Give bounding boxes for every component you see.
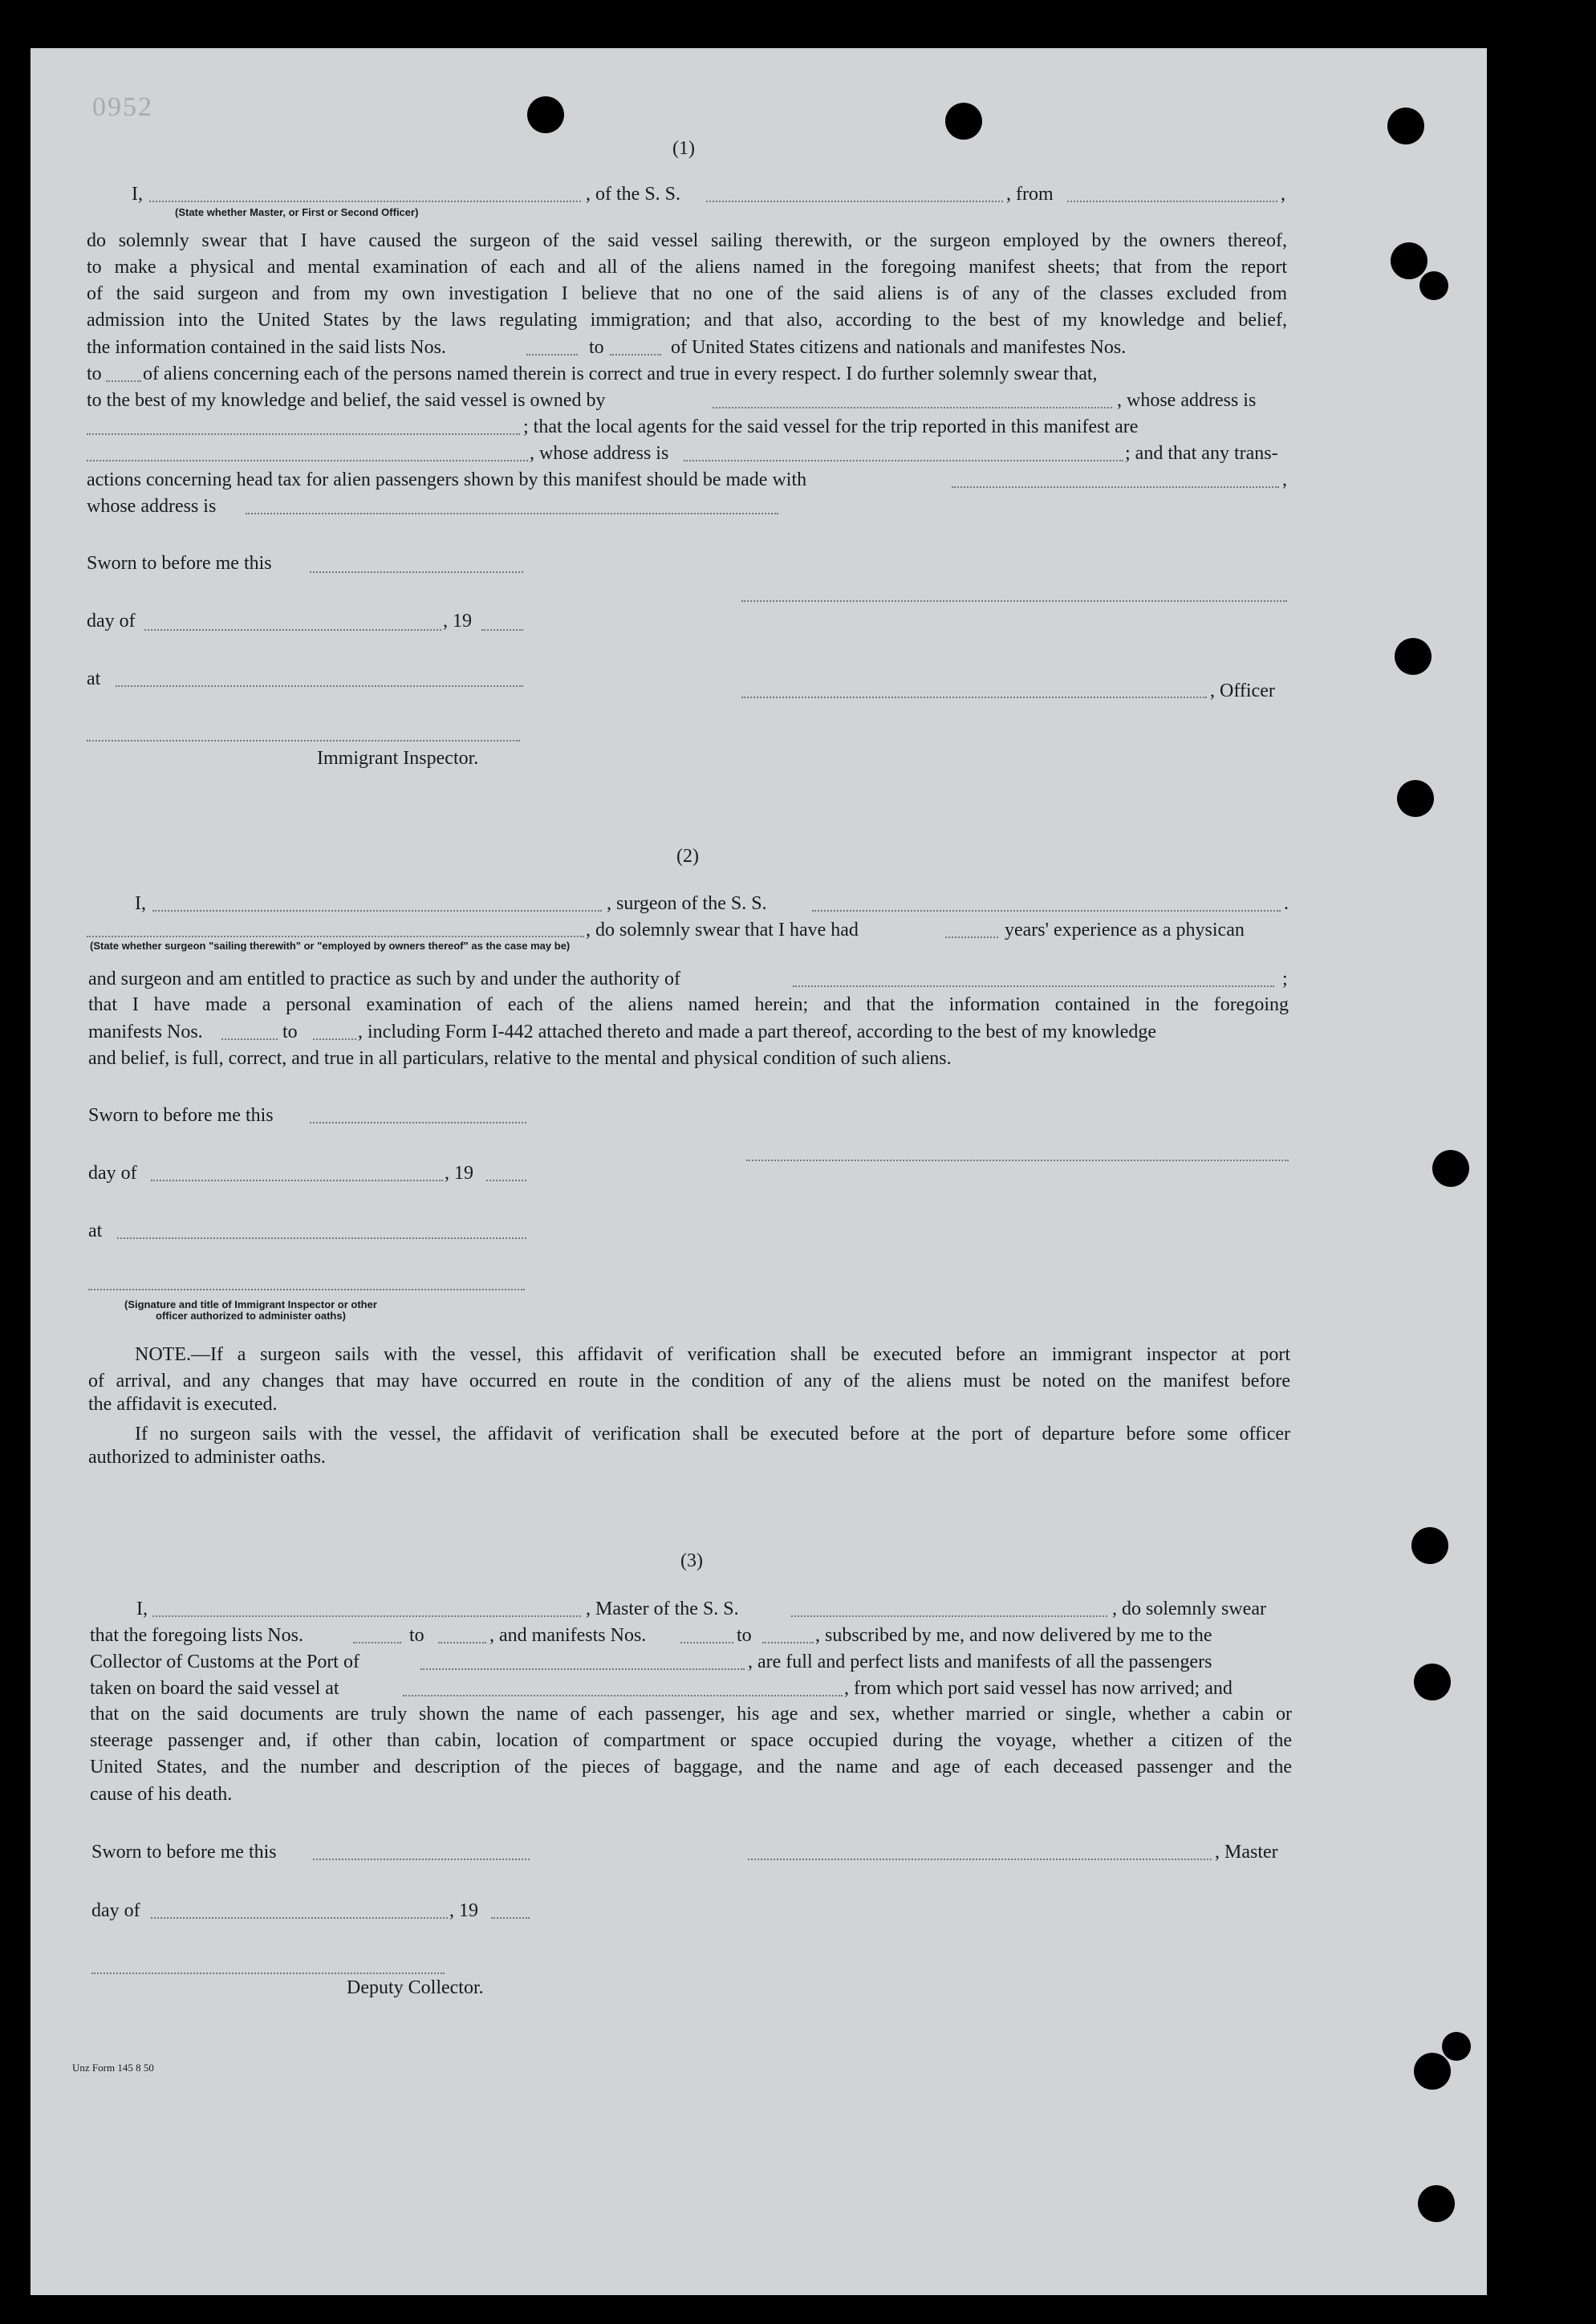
s2-line: and belief, is full, correct, and true in all particulars, relative to the mental and physical condition of such aliens. <box>88 1048 952 1069</box>
s3-line: to <box>737 1625 752 1646</box>
note-line: authorized to administer oaths. <box>88 1447 326 1468</box>
s3-year-field[interactable] <box>491 1917 530 1919</box>
from-port-field[interactable] <box>1067 201 1277 202</box>
s1-inspector-label: Immigrant Inspector. <box>317 748 479 769</box>
agents-field[interactable] <box>87 460 528 461</box>
punch-hole <box>1391 242 1427 279</box>
s3-line: to <box>409 1625 424 1646</box>
boarding-port-field[interactable] <box>403 1695 843 1696</box>
s1-year: , 19 <box>443 611 472 632</box>
punch-hole <box>1411 1527 1448 1564</box>
s2-line: to <box>282 1022 298 1042</box>
s3-vessel-field[interactable] <box>791 1615 1107 1617</box>
punch-hole <box>1414 2053 1451 2090</box>
s2-line: that I have made a personal examination of each of the aliens named herein; and that the information contained in the foregoing <box>88 994 1289 1015</box>
punch-hole <box>1418 2185 1455 2222</box>
s1-line: , <box>1282 469 1287 490</box>
agents-address-field[interactable] <box>684 460 1123 461</box>
s3-line: , are full and perfect lists and manifests of all the passengers <box>748 1652 1212 1672</box>
s2-lead: I, <box>135 893 146 914</box>
s1-line: of United States citizens and nationals and manifestes Nos. <box>671 337 1127 358</box>
owner-address-field[interactable] <box>87 433 520 435</box>
s3-sworn: Sworn to before me this <box>91 1842 277 1863</box>
punch-hole <box>1387 108 1424 144</box>
s3-deputy-label: Deputy Collector. <box>347 1977 484 1998</box>
s3-day-of: day of <box>91 1900 140 1921</box>
s1-line: admission into the United States by the laws regulating immigration; and that also, according to the best of my knowledge and belief, <box>87 310 1287 331</box>
s1-at: at <box>87 668 101 689</box>
port-of-field[interactable] <box>420 1668 745 1670</box>
s1-officer-line[interactable] <box>741 697 1207 698</box>
s3-master-label: , Master <box>1215 1842 1278 1863</box>
surgeon-status-note: (State whether surgeon "sailing therewith" or "employed by owners thereof" as the case may be) <box>90 940 571 952</box>
s3-line: that the foregoing lists Nos. <box>90 1625 303 1646</box>
s3-lists-to-field[interactable] <box>438 1642 486 1643</box>
surgeon-status-field[interactable] <box>87 936 584 937</box>
s3-day-field[interactable] <box>151 1917 448 1919</box>
manifests-to-field[interactable] <box>106 380 141 382</box>
s3-line: United States, and the number and description of the pieces of baggage, and the name and age of each deceased passenger and the <box>90 1757 1292 1778</box>
s3-lead: I, <box>136 1599 148 1619</box>
s1-end-comma: , <box>1281 184 1285 205</box>
s2-at: at <box>88 1221 103 1241</box>
officer-field[interactable] <box>149 201 581 202</box>
note-line: NOTE.—If a surgeon sails with the vessel, this affidavit of verification shall be executed before an immigrant inspector at port <box>135 1344 1290 1365</box>
s1-day-of: day of <box>87 611 136 632</box>
form-number: Unz Form 145 8 50 <box>72 2062 154 2074</box>
s1-line: of the said surgeon and from my own investigation I believe that no one of the said aliens is of any of the classes excluded from <box>87 283 1287 304</box>
s1-line: , whose address is <box>530 443 669 464</box>
s3-line: cause of his death. <box>90 1784 233 1805</box>
s1-inspector-line[interactable] <box>87 740 520 741</box>
s1-signature-line[interactable] <box>741 600 1287 602</box>
lists-from-field[interactable] <box>526 354 578 356</box>
punch-hole <box>1419 271 1448 300</box>
s2-line: , do solemnly swear that I have had <box>586 920 859 941</box>
s2-signature-note <box>124 1299 377 1321</box>
s1-at-field[interactable] <box>116 685 523 687</box>
s2-signature-line[interactable] <box>746 1160 1289 1161</box>
s1-of-ss: , of the S. S. <box>586 184 681 205</box>
s2-day-field[interactable] <box>151 1180 443 1181</box>
faint-stamp: 0952 <box>92 92 153 122</box>
s2-surgeon-of: , surgeon of the S. S. <box>607 893 767 914</box>
s3-master-signature-line[interactable] <box>748 1859 1212 1860</box>
s3-line: steerage passenger and, if other than cabin, location of compartment or space occupied during the voyage, whether a citizen of the <box>90 1730 1292 1751</box>
s1-line: , whose address is <box>1117 390 1257 411</box>
head-tax-address-field[interactable] <box>246 513 778 514</box>
punch-hole <box>527 96 564 133</box>
s3-line: that on the said documents are truly shown the name of each passenger, his age and sex, whether married or single, whether a cabin or <box>90 1704 1292 1725</box>
s1-year-field[interactable] <box>481 629 523 631</box>
s2-signature-note-2: officer authorized to administer oaths) <box>156 1309 346 1322</box>
s3-line: , subscribed by me, and now delivered by me to the <box>815 1625 1212 1646</box>
years-experience-field[interactable] <box>945 937 998 938</box>
s3-line: taken on board the said vessel at <box>90 1678 339 1699</box>
officer-field-note: (State whether Master, or First or Second Officer) <box>175 206 419 218</box>
owner-field[interactable] <box>713 407 1112 408</box>
s1-line: ; that the local agents for the said vessel for the trip reported in this manifest are <box>523 416 1139 437</box>
punch-hole <box>1397 780 1434 817</box>
s2-line: ; <box>1282 969 1288 989</box>
s1-sworn: Sworn to before me this <box>87 553 272 574</box>
s2-line: manifests Nos. <box>88 1022 203 1042</box>
s2-inspector-line[interactable] <box>88 1289 525 1290</box>
s2-year: , 19 <box>445 1163 473 1184</box>
s2-signature-note-1: (Signature and title of Immigrant Inspector or other <box>124 1298 377 1310</box>
s1-line: whose address is <box>87 496 217 517</box>
s1-sworn-field[interactable] <box>310 571 523 573</box>
s2-sworn-field[interactable] <box>310 1122 526 1123</box>
note-line: the affidavit is executed. <box>88 1394 278 1415</box>
vessel-name-field[interactable] <box>706 201 1003 202</box>
s1-from: , from <box>1006 184 1054 205</box>
s3-line: , and manifests Nos. <box>489 1625 647 1646</box>
s2-sworn: Sworn to before me this <box>88 1105 274 1126</box>
s1-line: to <box>87 364 102 384</box>
s3-line: , from which port said vessel has now arrived; and <box>844 1678 1233 1699</box>
s2-end-stop: . <box>1284 893 1289 914</box>
punch-hole <box>1414 1664 1451 1700</box>
s3-master-of: , Master of the S. S. <box>586 1599 739 1619</box>
s3-manifests-to-field[interactable] <box>762 1642 814 1643</box>
section-3-number: (3) <box>680 1550 703 1571</box>
s1-line: to make a physical and mental examination of each and all of the aliens named in the foregoing manifest sheets; that from the report <box>87 257 1287 278</box>
s1-lead: I, <box>132 184 143 205</box>
lists-to-field[interactable] <box>610 354 661 356</box>
s1-line: the information contained in the said lists Nos. <box>87 337 446 358</box>
s1-line: do solemnly swear that I have caused the surgeon of the said vessel sailing therewith, or the surgeon employed by the owners thereof, <box>87 230 1287 251</box>
s2-at-field[interactable] <box>117 1237 526 1239</box>
s2-year-field[interactable] <box>486 1180 526 1181</box>
s3-line: Collector of Customs at the Port of <box>90 1652 359 1672</box>
s1-line: to the best of my knowledge and belief, the said vessel is owned by <box>87 390 606 411</box>
s1-day-field[interactable] <box>144 629 441 631</box>
note-line: If no surgeon sails with the vessel, the affidavit of verification shall be executed before at the port of departure before some officer <box>135 1424 1290 1444</box>
s3-deputy-line[interactable] <box>91 1973 445 1974</box>
s2-vessel-field[interactable] <box>812 910 1281 912</box>
s3-sworn-field[interactable] <box>313 1859 530 1860</box>
section-1-number: (1) <box>672 138 695 159</box>
s2-manifests-to-field[interactable] <box>313 1038 356 1040</box>
punch-hole <box>1442 2032 1471 2061</box>
s1-line: to <box>589 337 604 358</box>
s2-day-of: day of <box>88 1163 137 1184</box>
authority-field[interactable] <box>793 985 1274 987</box>
s1-line: actions concerning head tax for alien passengers shown by this manifest should be made with <box>87 469 807 490</box>
s1-line: ; and that any trans- <box>1125 443 1278 464</box>
punch-hole <box>945 103 982 140</box>
surgeon-name-field[interactable] <box>152 910 602 912</box>
punch-hole <box>1395 638 1432 675</box>
s1-line: of aliens concerning each of the persons named therein is correct and true in every respect. I do further solemnly swear that, <box>143 364 1098 384</box>
note-line: of arrival, and any changes that may have occurred en route in the condition of any of the aliens must be noted on the manifest before <box>88 1371 1290 1392</box>
s2-line: , including Form I-442 attached thereto and made a part thereof, according to the best of my knowledge <box>358 1022 1157 1042</box>
s3-lists-from-field[interactable] <box>353 1642 401 1643</box>
s2-manifests-from-field[interactable] <box>221 1038 278 1040</box>
form-sheet <box>30 48 1487 2295</box>
s2-line: years' experience as a physican <box>1005 920 1245 941</box>
s2-line: and surgeon and am entitled to practice as such by and under the authority of <box>88 969 680 989</box>
s1-officer-label: , Officer <box>1210 681 1275 701</box>
head-tax-party-field[interactable] <box>952 486 1279 488</box>
s3-year: , 19 <box>449 1900 478 1921</box>
s3-manifests-from-field[interactable] <box>680 1642 733 1643</box>
master-name-field[interactable] <box>152 1615 581 1617</box>
punch-hole <box>1432 1150 1469 1187</box>
s3-swear: , do solemnly swear <box>1112 1599 1266 1619</box>
section-2-number: (2) <box>676 846 699 867</box>
